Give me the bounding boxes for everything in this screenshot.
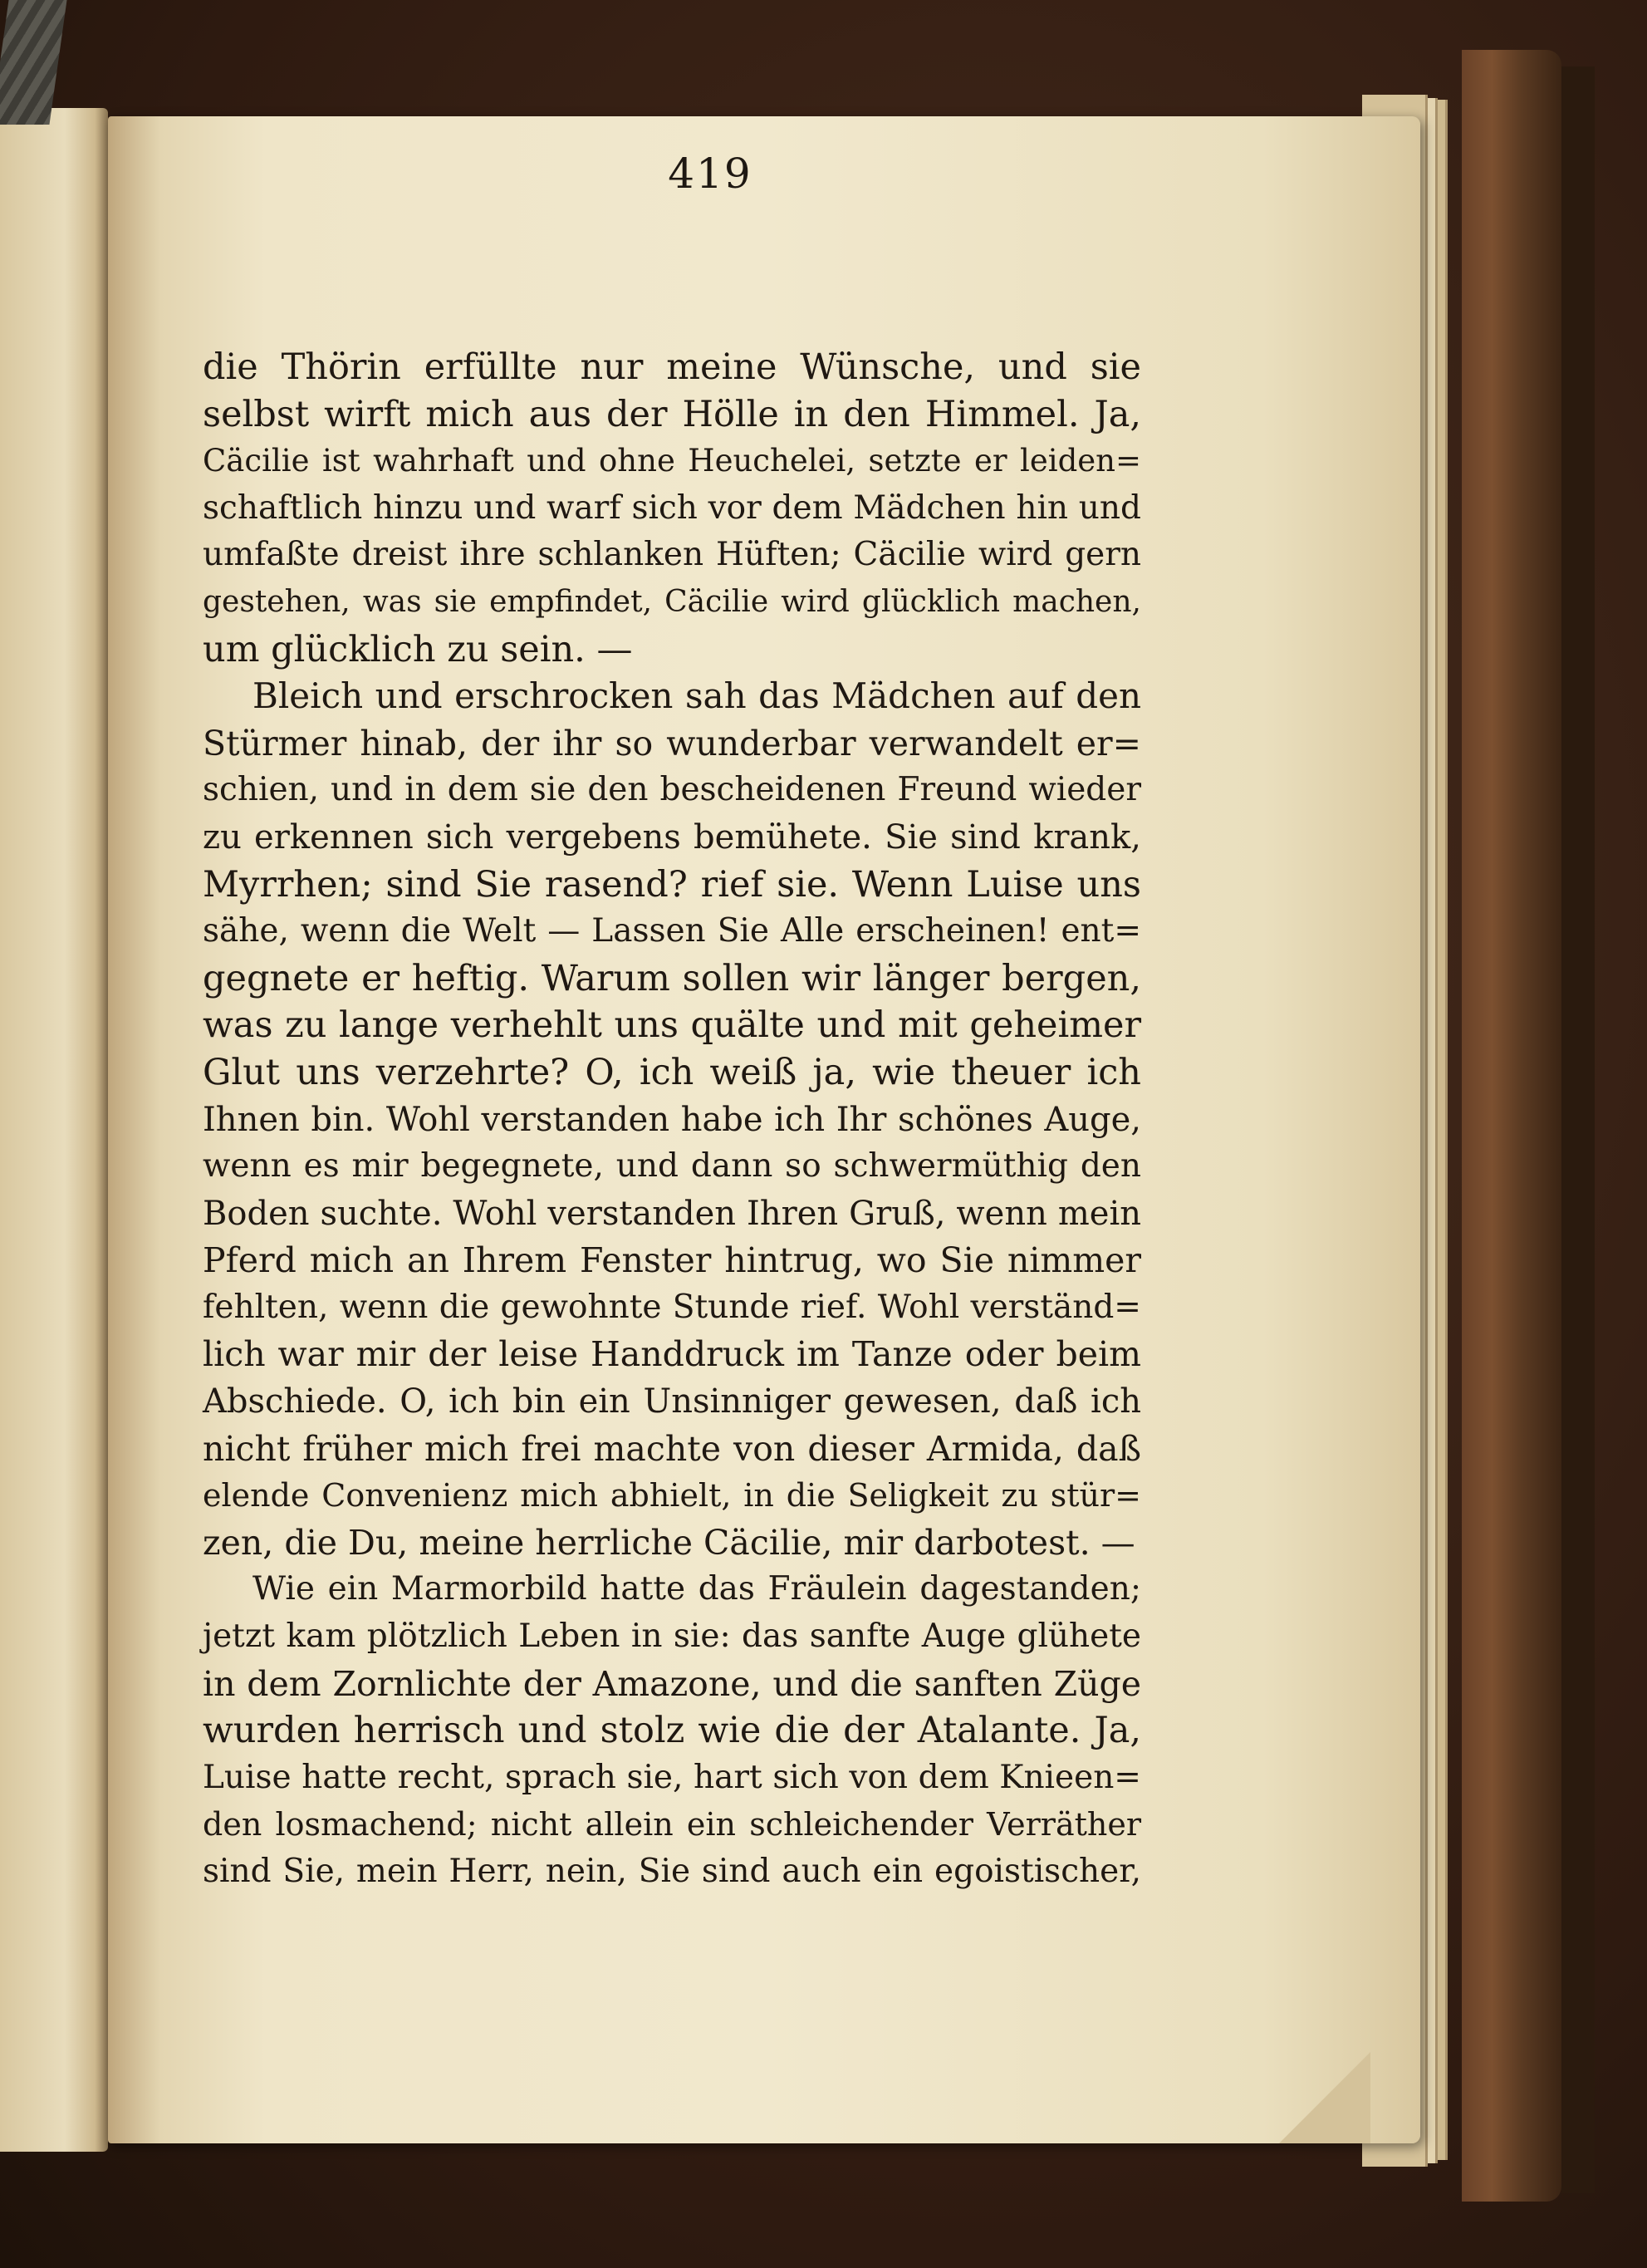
text-line: wurden herrisch und stolz wie die der Atalante. Ja,: [203, 1710, 1141, 1752]
text-line: Wie ein Marmorbild hatte das Fräulein dagestanden;: [252, 1570, 1141, 1608]
text-line: Myrrhen; sind Sie rasend? rief sie. Wenn Luise uns: [203, 863, 1141, 906]
text-line: sähe, wenn die Welt — Lassen Sie Alle erscheinen! ent=: [203, 912, 1141, 950]
text-line: gestehen, was sie empfindet, Cäcilie wird glücklich machen,: [203, 584, 1141, 619]
text-line: umfaßte dreist ihre schlanken Hüften; Cäcilie wird gern: [203, 536, 1141, 574]
text-line: nicht früher mich frei machte von dieser Armida, daß: [203, 1428, 1141, 1469]
text-line: schaftlich hinzu und warf sich vor dem Mädchen hin und: [203, 488, 1141, 527]
text-line: in dem Zornlichte der Amazone, und die sanften Züge: [203, 1663, 1141, 1704]
folded-page-corner: [1279, 2052, 1370, 2143]
text-line: Cäcilie ist wahrhaft und ohne Heuchelei, setzte er leiden=: [203, 443, 1141, 479]
text-line: jetzt kam plötzlich Leben in sie: das sanfte Auge glühete: [203, 1618, 1141, 1656]
facing-page-edge: [0, 108, 108, 2152]
text-line: schien, und in dem sie den bescheidenen Freund wieder: [203, 771, 1141, 809]
text-line: Stürmer hinab, der ihr so wunderbar verwandelt er=: [203, 723, 1141, 763]
text-line: die Thörin erfüllte nur meine Wünsche, und sie: [203, 346, 1141, 388]
page-number: 419: [668, 150, 752, 198]
text-line: zen, die Du, meine herrliche Cäcilie, mir darbotest. —: [203, 1522, 1135, 1563]
text-line: Glut uns verzehrte? O, ich weiß ja, wie theuer ich: [203, 1051, 1141, 1093]
text-line: Pferd mich an Ihrem Fenster hintrug, wo Sie nimmer: [203, 1240, 1141, 1281]
text-line: was zu lange verhehlt uns quälte und mit geheimer: [203, 1004, 1141, 1047]
text-line: sind Sie, mein Herr, nein, Sie sind auch ein egoistischer,: [203, 1853, 1141, 1890]
cover-spine-stripe: [1561, 66, 1595, 2193]
text-line: Luise hatte recht, sprach sie, hart sich von dem Knieen=: [203, 1758, 1141, 1796]
text-line: Abschiede. O, ich bin ein Unsinniger gewesen, daß ich: [203, 1382, 1141, 1421]
book-cover-edge: [1462, 50, 1561, 2202]
text-line: lich war mir der leise Handdruck im Tanze oder beim: [203, 1334, 1141, 1375]
page-text: [203, 344, 1141, 1896]
text-line: gegnete er heftig. Warum sollen wir länger bergen,: [203, 957, 1141, 999]
text-line: den losmachend; nicht allein ein schleichender Verräther: [203, 1806, 1141, 1843]
text-line: Boden suchte. Wohl verstanden Ihren Gruß, wenn mein: [203, 1194, 1141, 1233]
text-line: um glücklich zu sein. —: [203, 628, 633, 670]
text-line: Ihnen bin. Wohl verstanden habe ich Ihr schönes Auge,: [203, 1100, 1141, 1139]
text-line: selbst wirft mich aus der Hölle in den Himmel. Ja,: [203, 393, 1141, 435]
text-line: wenn es mir begegnete, und dann so schwermüthig den: [203, 1147, 1141, 1186]
text-line: elende Convenienz mich abhielt, in die Seligkeit zu stür=: [203, 1477, 1141, 1514]
text-line: Bleich und erschrocken sah das Mädchen auf den: [252, 675, 1141, 717]
text-line: fehlten, wenn die gewohnte Stunde rief. Wohl verständ=: [203, 1288, 1141, 1326]
text-line: zu erkennen sich vergebens bemühete. Sie sind krank,: [203, 817, 1141, 857]
